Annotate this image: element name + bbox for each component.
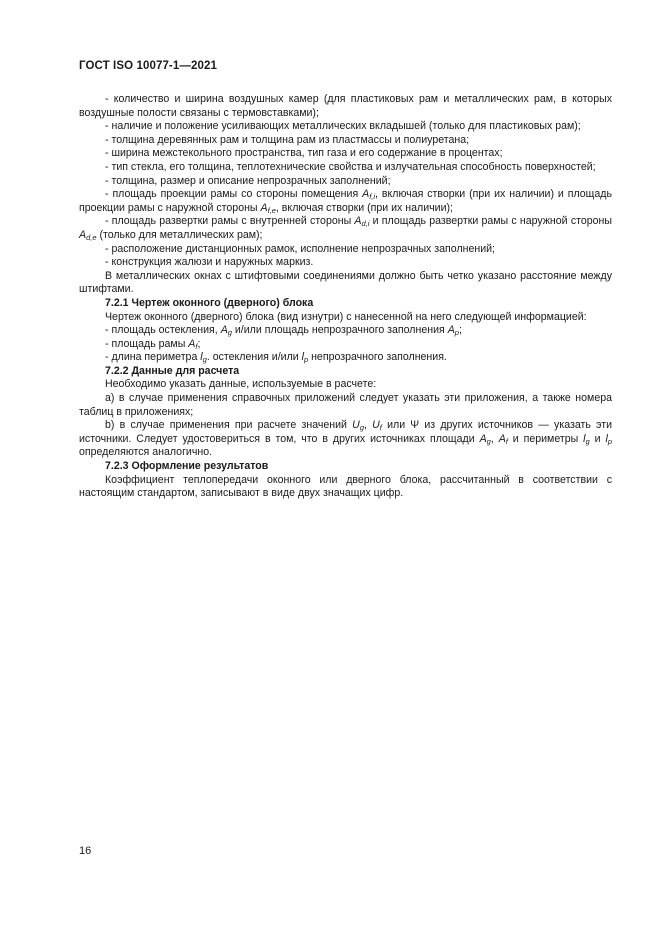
paragraph: - площадь проекции рамы со стороны помещения $A_{f,i}$, включая створки (при их наличии) и площадь проекции рамы с наружной стороны $A_{f,e}$, включая створки (при их наличии); — [79, 188, 612, 215]
section-heading: 7.2.1 Чертеж оконного (дверного) блока — [105, 296, 314, 309]
document-body — [79, 93, 612, 501]
paragraph: - количество и ширина воздушных камер (для пластиковых рам и металлических рам, в которых воздушные полости связаны с термовставками); — [79, 93, 612, 119]
paragraph: - площадь остекления, $A_g$ и/или площадь непрозрачного заполнения $A_p$; — [105, 324, 462, 338]
paragraph: - длина периметра $l_g$. остекления и/или $l_p$ непрозрачного заполнения. — [105, 351, 447, 365]
paragraph: - площадь развертки рамы с внутренней стороны $A_{d,i}$ и площадь развертки рамы с наружной стороны $A_{d,e}$ (только для металлических рам); — [79, 215, 612, 242]
paragraph: - площадь рамы $A_f$; — [105, 337, 201, 351]
document-header: ГОСТ ISO 10077-1—2021 — [79, 60, 217, 72]
paragraph: - конструкция жалюзи и наружных маркиз. — [105, 256, 314, 269]
paragraph: b) в случае применения при расчете значений $U_g$, $U_f$ или Ψ из других источников — указать эти источники. Следует удостовериться в том, что в других источниках площади $A_g$, $A_f$ и периметры $l_g$ и $l_p$ определяются аналогично. — [79, 419, 612, 459]
section-heading: 7.2.2 Данные для расчета — [105, 364, 240, 377]
paragraph: В металлических окнах с штифтовыми соединениями должно быть четко указано расстояние между штифтами. — [79, 269, 612, 296]
paragraph: - ширина межстекольного пространства, тип газа и его содержание в процентах; — [105, 147, 503, 160]
paragraph: - толщина, размер и описание непрозрачных заполнений; — [105, 174, 391, 187]
paragraph: - расположение дистанционных рамок, исполнение непрозрачных заполнений; — [105, 242, 495, 255]
paragraph: а) в случае применения справочных приложений следует указать эти приложения, а также номера таблиц в приложениях; — [79, 392, 612, 418]
paragraph: Чертеж оконного (дверного) блока (вид изнутри) с нанесенной на него следующей информацией: — [105, 310, 587, 323]
paragraph: - толщина деревянных рам и толщина рам из пластмассы и полиуретана; — [105, 133, 470, 146]
paragraph: - наличие и положение усиливающих металлических вкладышей (только для пластиковых рам); — [105, 120, 581, 133]
paragraph: Необходимо указать данные, используемые в расчете: — [105, 378, 377, 391]
page-number: 16 — [79, 845, 92, 857]
paragraph: - тип стекла, его толщина, теплотехнические свойства и излучательная способность поверхностей; — [105, 160, 596, 173]
section-heading: 7.2.3 Оформление результатов — [105, 460, 269, 473]
paragraph: Коэффициент теплопередачи оконного или дверного блока, рассчитанный в соответствии с настоящим стандартом, записывают в виде двух значащих цифр. — [79, 473, 612, 500]
